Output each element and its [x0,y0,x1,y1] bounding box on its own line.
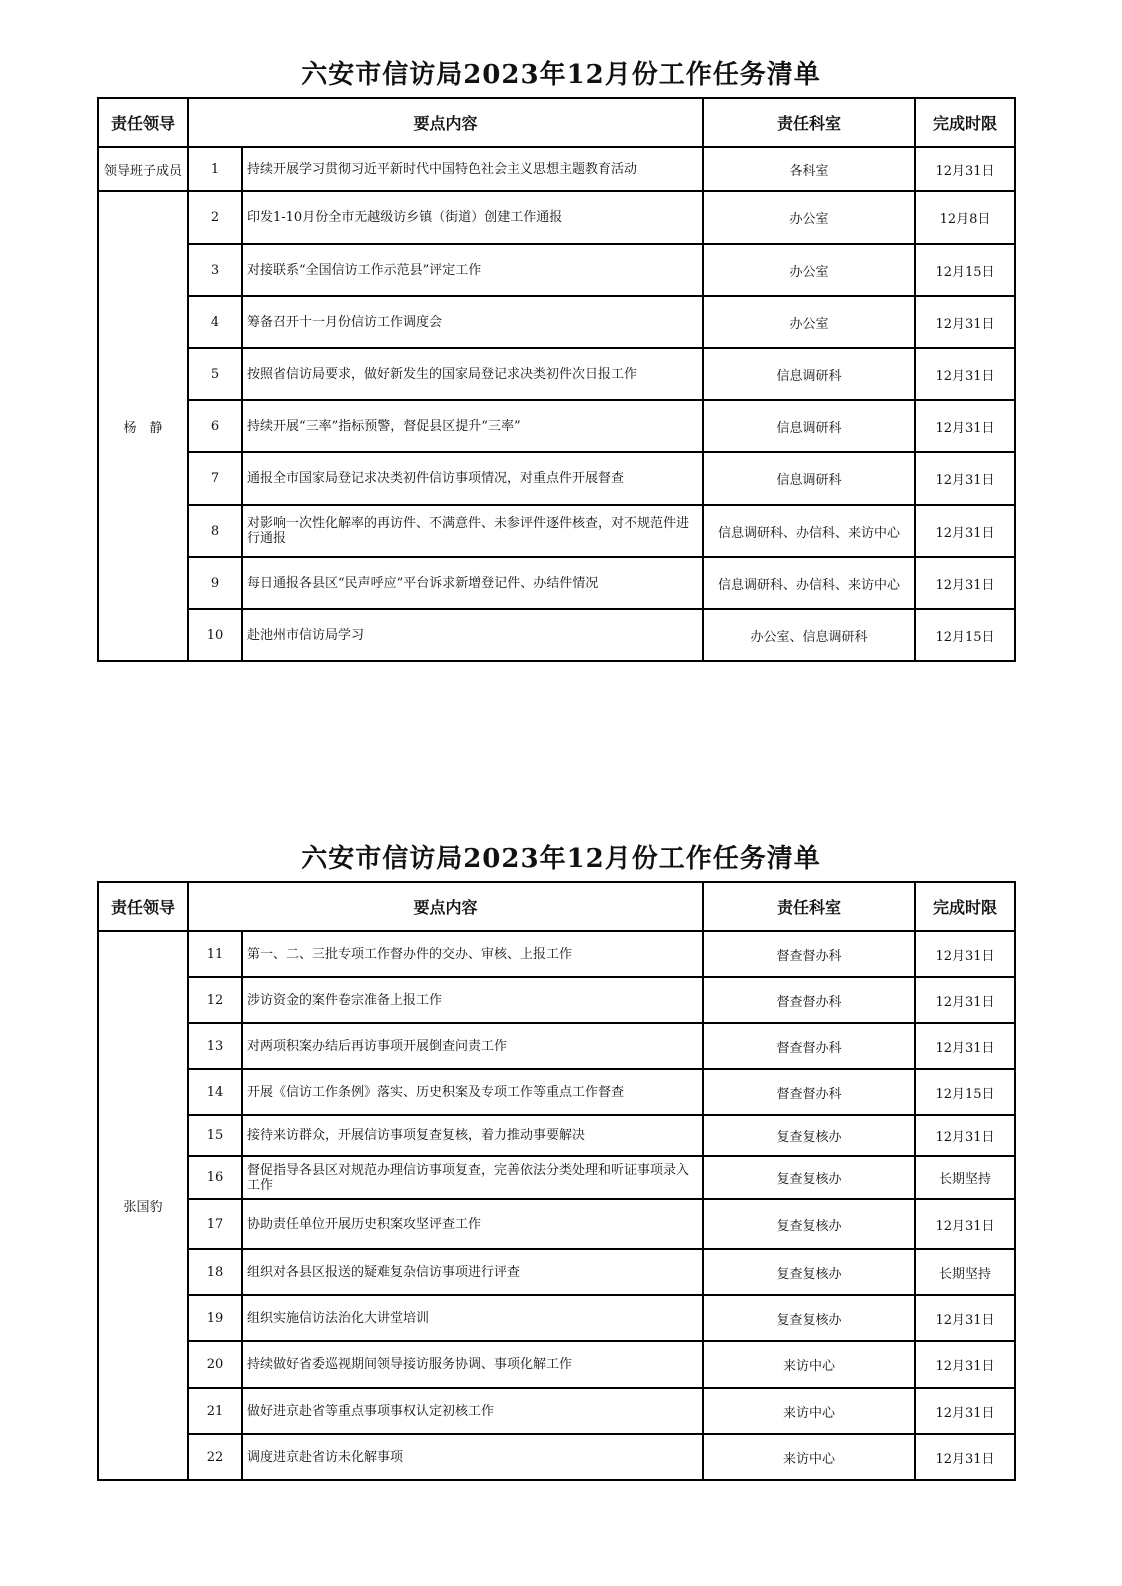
responsible-dept: 督查督办科 [703,1069,915,1115]
row-number: 20 [188,1341,242,1388]
header-dept: 责任科室 [703,882,915,931]
deadline: 12月31日 [915,1023,1015,1069]
row-number: 21 [188,1388,242,1434]
row-number: 19 [188,1295,242,1341]
deadline: 长期坚持 [915,1249,1015,1295]
deadline: 12月31日 [915,1115,1015,1156]
task-content: 对影响一次性化解率的再访件、不满意件、未参评件逐件核查，对不规范件进行通报 [242,505,703,557]
table-row [98,1023,1015,1069]
deadline: 12月31日 [915,296,1015,348]
row-number: 11 [188,931,242,977]
header-leader: 责任领导 [98,882,188,931]
task-content: 组织实施信访法治化大讲堂培训 [242,1295,703,1341]
table-row [98,1199,1015,1249]
table-row [98,452,1015,505]
table-row [98,348,1015,400]
table-row [98,1069,1015,1115]
task-content: 涉访资金的案件卷宗准备上报工作 [242,977,703,1023]
table-row [98,296,1015,348]
row-number: 1 [188,147,242,191]
table-row [98,147,1015,191]
deadline: 12月31日 [915,147,1015,191]
table-header-row [98,98,1015,147]
responsible-dept: 信息调研科、办信科、来访中心 [703,505,915,557]
deadline: 12月31日 [915,931,1015,977]
leader-cell: 张国豹 [98,931,188,1480]
task-content: 第一、二、三批专项工作督办件的交办、审核、上报工作 [242,931,703,977]
deadline: 12月31日 [915,1341,1015,1388]
table-row [98,609,1015,661]
row-number: 5 [188,348,242,400]
row-number: 9 [188,557,242,609]
table-row [98,244,1015,296]
deadline: 12月31日 [915,348,1015,400]
deadline: 12月15日 [915,244,1015,296]
task-content: 协助责任单位开展历史积案攻坚评查工作 [242,1199,703,1249]
header-deadline: 完成时限 [915,98,1015,147]
deadline: 12月8日 [915,191,1015,244]
responsible-dept: 信息调研科 [703,348,915,400]
task-content: 通报全市国家局登记求决类初件信访事项情况，对重点件开展督查 [242,452,703,505]
responsible-dept: 督查督办科 [703,1023,915,1069]
responsible-dept: 复查复核办 [703,1249,915,1295]
table-row [98,1434,1015,1480]
table-row [98,1249,1015,1295]
responsible-dept: 办公室 [703,191,915,244]
responsible-dept: 信息调研科、办信科、来访中心 [703,557,915,609]
table-row [98,505,1015,557]
table-header-row [98,882,1015,931]
header-leader: 责任领导 [98,98,188,147]
leader-cell: 杨 静 [98,191,188,661]
task-content: 按照省信访局要求，做好新发生的国家局登记求决类初件次日报工作 [242,348,703,400]
row-number: 18 [188,1249,242,1295]
table-row [98,400,1015,452]
responsible-dept: 来访中心 [703,1388,915,1434]
row-number: 15 [188,1115,242,1156]
table-row [98,1341,1015,1388]
task-content: 组织对各县区报送的疑难复杂信访事项进行评查 [242,1249,703,1295]
row-number: 6 [188,400,242,452]
page-title: 六安市信访局2023年12月份工作任务清单 [301,844,821,874]
task-table [97,97,1016,662]
header-deadline: 完成时限 [915,882,1015,931]
responsible-dept: 复查复核办 [703,1115,915,1156]
row-number: 22 [188,1434,242,1480]
responsible-dept: 来访中心 [703,1341,915,1388]
page-title: 六安市信访局2023年12月份工作任务清单 [301,60,821,90]
task-content: 印发1-10月份全市无越级访乡镇（街道）创建工作通报 [242,191,703,244]
task-content: 赴池州市信访局学习 [242,609,703,661]
row-number: 3 [188,244,242,296]
responsible-dept: 办公室 [703,244,915,296]
deadline: 12月31日 [915,557,1015,609]
responsible-dept: 复查复核办 [703,1156,915,1199]
row-number: 14 [188,1069,242,1115]
task-content: 每日通报各县区“民声呼应”平台诉求新增登记件、办结件情况 [242,557,703,609]
row-number: 12 [188,977,242,1023]
responsible-dept: 信息调研科 [703,400,915,452]
responsible-dept: 信息调研科 [703,452,915,505]
header-content: 要点内容 [188,98,703,147]
table-row [98,1115,1015,1156]
deadline: 12月31日 [915,505,1015,557]
deadline: 12月31日 [915,400,1015,452]
responsible-dept: 复查复核办 [703,1295,915,1341]
table-row [98,977,1015,1023]
header-content: 要点内容 [188,882,703,931]
row-number: 8 [188,505,242,557]
task-content: 筹备召开十一月份信访工作调度会 [242,296,703,348]
deadline: 12月15日 [915,1069,1015,1115]
task-content: 接待来访群众，开展信访事项复查复核，着力推动事要解决 [242,1115,703,1156]
table-row [98,1156,1015,1199]
deadline: 12月31日 [915,1295,1015,1341]
table-row [98,931,1015,977]
row-number: 13 [188,1023,242,1069]
responsible-dept: 来访中心 [703,1434,915,1480]
task-content: 督促指导各县区对规范办理信访事项复查，完善依法分类处理和听证事项录入工作 [242,1156,703,1199]
task-content: 持续开展“三率”指标预警，督促县区提升“三率” [242,400,703,452]
row-number: 10 [188,609,242,661]
leader-cell: 领导班子成员 [98,147,188,191]
deadline: 12月31日 [915,977,1015,1023]
deadline: 12月15日 [915,609,1015,661]
deadline: 12月31日 [915,1434,1015,1480]
responsible-dept: 督查督办科 [703,977,915,1023]
responsible-dept: 各科室 [703,147,915,191]
row-number: 7 [188,452,242,505]
row-number: 4 [188,296,242,348]
table-row [98,191,1015,244]
deadline: 12月31日 [915,1388,1015,1434]
task-content: 做好进京赴省等重点事项事权认定初核工作 [242,1388,703,1434]
task-content: 调度进京赴省访未化解事项 [242,1434,703,1480]
task-content: 对两项积案办结后再访事项开展倒查问责工作 [242,1023,703,1069]
table-row [98,1295,1015,1341]
task-content: 持续开展学习贯彻习近平新时代中国特色社会主义思想主题教育活动 [242,147,703,191]
responsible-dept: 复查复核办 [703,1199,915,1249]
responsible-dept: 办公室、信息调研科 [703,609,915,661]
header-dept: 责任科室 [703,98,915,147]
row-number: 2 [188,191,242,244]
row-number: 17 [188,1199,242,1249]
table-row [98,557,1015,609]
deadline: 12月31日 [915,1199,1015,1249]
table-row [98,1388,1015,1434]
deadline: 长期坚持 [915,1156,1015,1199]
task-content: 对接联系“全国信访工作示范县”评定工作 [242,244,703,296]
task-content: 持续做好省委巡视期间领导接访服务协调、事项化解工作 [242,1341,703,1388]
task-content: 开展《信访工作条例》落实、历史积案及专项工作等重点工作督查 [242,1069,703,1115]
row-number: 16 [188,1156,242,1199]
task-table [97,881,1016,1481]
deadline: 12月31日 [915,452,1015,505]
responsible-dept: 督查督办科 [703,931,915,977]
responsible-dept: 办公室 [703,296,915,348]
